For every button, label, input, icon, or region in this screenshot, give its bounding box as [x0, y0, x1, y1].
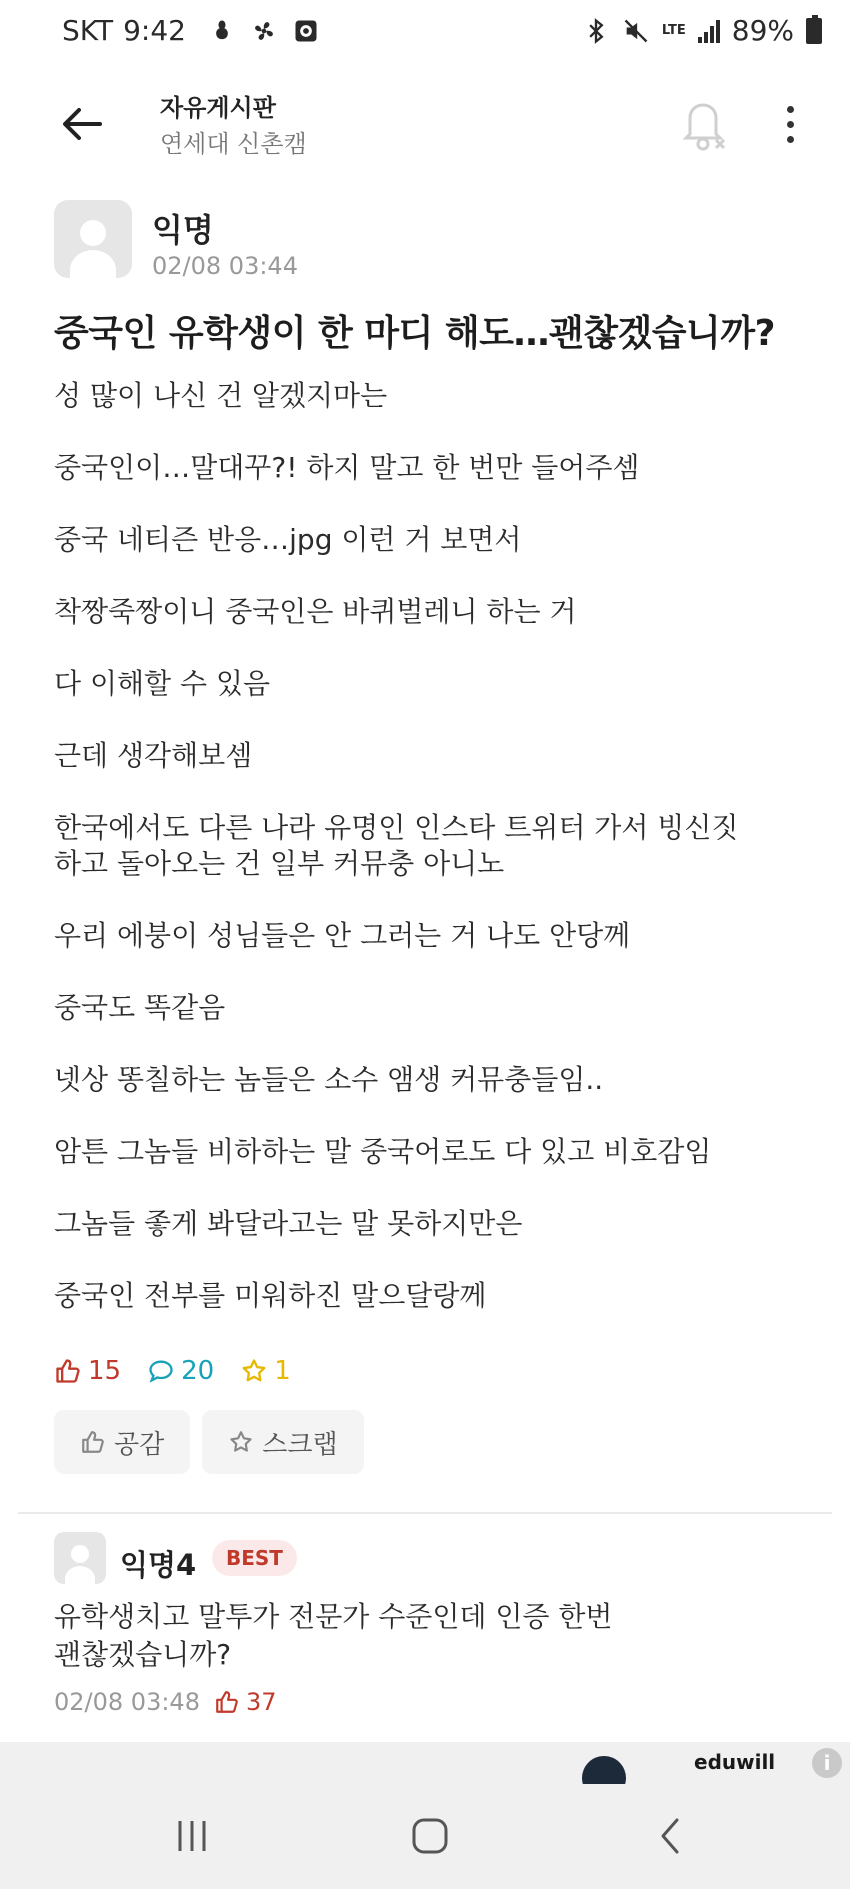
recent-apps-icon [174, 1819, 210, 1853]
ad-image [582, 1756, 626, 1784]
home-button[interactable] [400, 1812, 460, 1860]
nav-back-button[interactable] [640, 1812, 700, 1860]
post-author: 익명 [152, 211, 214, 249]
thumbs-up-icon [54, 1357, 82, 1385]
ad-info-icon[interactable]: i [812, 1748, 842, 1778]
home-icon [410, 1816, 450, 1856]
section-divider [18, 1512, 832, 1514]
notification-icons [208, 17, 320, 45]
scrap-count-value: 1 [274, 1356, 291, 1386]
comment-author-avatar [54, 1532, 106, 1584]
post-timestamp: 02/08 03:44 [152, 252, 298, 280]
post-body-line: 중국인이…말대꾸?! 하지 말고 한 번만 들어주셈 [54, 451, 640, 484]
screen-record-icon [292, 17, 320, 45]
comment-body: 유학생치고 말투가 전문가 수준인데 인증 한번 괜찮겠습니까? [54, 1600, 613, 1671]
post-body-line: 그놈들 좋게 봐달라고는 말 못하지만은 [54, 1207, 523, 1240]
post-body-line: 우리 에붕이 성님들은 안 그러는 거 나도 안당께 [54, 919, 631, 952]
ad-banner[interactable] [0, 1742, 850, 1784]
nav-back-icon [655, 1816, 685, 1856]
carrier-label: SKT [62, 14, 114, 47]
comment-like-count [214, 1688, 277, 1716]
post-body-line: 착짱죽짱이니 중국인은 바퀴벌레니 하는 거 [54, 595, 577, 628]
more-dot-icon [787, 121, 794, 128]
more-options-button[interactable] [770, 94, 810, 154]
like-count [54, 1356, 121, 1386]
battery-icon [806, 18, 822, 44]
more-dot-icon [787, 136, 794, 143]
post-body-line: 중국인 전부를 미워하진 말으달랑께 [54, 1279, 487, 1312]
post-stats [54, 1356, 291, 1386]
thumbs-up-icon [214, 1689, 240, 1715]
signal-icon [698, 19, 720, 43]
post-body-line: 중국 네티즌 반응…jpg 이런 거 보면서 [54, 523, 522, 556]
comment-count [147, 1356, 214, 1386]
star-icon [240, 1357, 268, 1385]
status-bar [0, 0, 850, 70]
more-dot-icon [787, 106, 794, 113]
ad-brand-logo: eduwill [694, 1750, 776, 1774]
post-actions [54, 1410, 364, 1474]
best-badge: BEST [212, 1540, 297, 1576]
post-body-line: 근데 생각해보셈 [54, 739, 253, 772]
comment-bubble-icon [147, 1357, 175, 1385]
like-button[interactable] [54, 1410, 190, 1474]
system-nav-bar [0, 1784, 850, 1889]
post-title: 중국인 유학생이 한 마디 해도…괜찮겠습니까? [54, 313, 775, 354]
recent-apps-button[interactable] [162, 1812, 222, 1860]
back-arrow-icon [62, 107, 102, 141]
fan-icon [250, 17, 278, 45]
bluetooth-icon [582, 17, 610, 45]
thumbs-up-icon [80, 1429, 106, 1455]
board-title: 자유게시판 [160, 94, 276, 122]
comment-meta [54, 1688, 277, 1716]
comment-author: 익명4 [120, 1548, 197, 1582]
like-button-label: 공감 [114, 1429, 165, 1460]
like-count-value: 15 [88, 1356, 122, 1386]
lte-indicator: LTE [661, 22, 686, 38]
post-body-line: 암튼 그놈들 비하하는 말 중국어로도 다 있고 비호감임 [54, 1135, 712, 1168]
post-body-line: 한국에서도 다른 나라 유명인 인스타 트위터 가서 빙신짓 하고 돌아오는 건 일부 커뮤충 아니노 [54, 811, 739, 880]
post-body-line: 중국도 똑같음 [54, 991, 226, 1024]
scrap-count [240, 1356, 291, 1386]
status-bar-left [62, 14, 320, 47]
star-icon [228, 1429, 254, 1455]
bell-off-icon [676, 94, 732, 154]
board-subtitle: 연세대 신촌캠 [160, 130, 307, 158]
post-author-avatar [54, 200, 132, 278]
comment-like-value: 37 [245, 1688, 277, 1716]
comment-timestamp: 02/08 03:48 [54, 1688, 200, 1716]
mute-icon [622, 17, 650, 45]
app-notification-icon [208, 17, 236, 45]
clock: 9:42 [123, 14, 186, 47]
notification-off-button[interactable] [676, 94, 732, 154]
scrap-button-label: 스크랩 [262, 1429, 338, 1460]
scrap-button[interactable] [202, 1410, 363, 1474]
battery-percent: 89% [731, 14, 794, 47]
back-button[interactable] [54, 96, 110, 152]
post-body-line: 성 많이 나신 건 알겠지마는 [54, 379, 388, 412]
comment-count-value: 20 [181, 1356, 215, 1386]
post-body [54, 378, 814, 1350]
post-body-line: 넷상 똥칠하는 놈들은 소수 앰생 커뮤충들임.. [54, 1063, 604, 1096]
app-header [0, 80, 850, 180]
status-bar-right [582, 14, 822, 47]
post-body-line: 다 이해할 수 있음 [54, 667, 271, 700]
